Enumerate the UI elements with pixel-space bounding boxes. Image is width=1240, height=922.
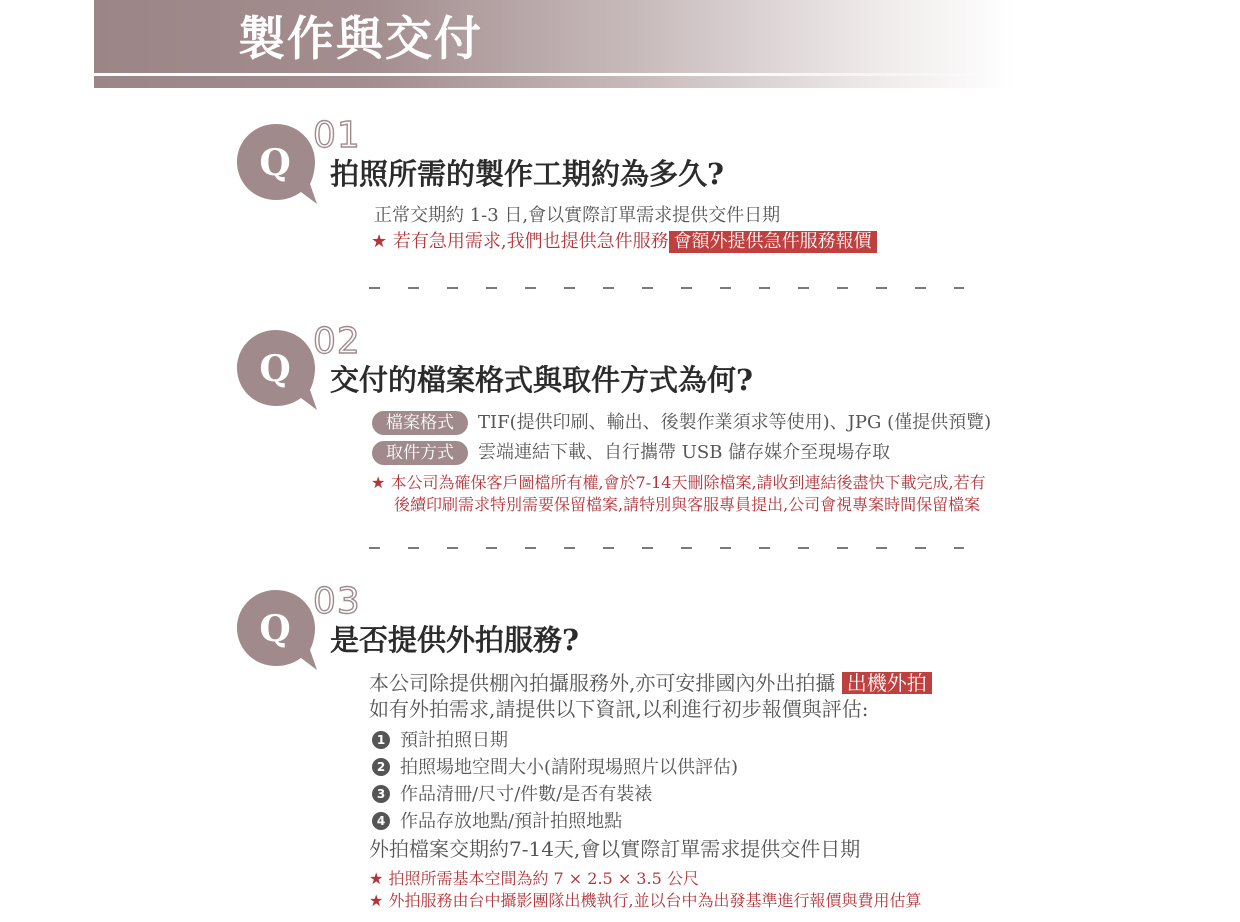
format-label-pill: 檔案格式 [372,411,468,435]
star-icon: ★ [369,869,384,888]
list-item [372,728,508,754]
header-underline [94,73,1014,76]
intro-line-1 [369,669,932,697]
question-title: 拍照所需的製作工期約為多久? [330,157,724,191]
format-value: TIF(提供印刷、輸出、後製作業須求等使用)、JPG (僅提供預覽) [478,412,992,433]
note-line [371,472,986,494]
dashed-divider [369,287,964,289]
format-row [372,410,991,436]
answer-line: 正常交期約 1-3 日,會以實際訂單需求提供交件日期 [374,205,781,226]
number-circle-icon: 2 [372,758,390,776]
note-text: 拍照所需基本空間為約 7 × 2.5 × 3.5 公尺 [388,869,699,888]
list-item [372,755,738,781]
note-line [369,868,699,890]
q-bubble-icon [235,122,317,206]
note-line [369,890,922,912]
list-item-text: 作品清冊/尺寸/件數/是否有裝裱 [400,784,653,805]
question-number: 02 [313,321,361,362]
intro-line-2: 如有外拍需求,請提供以下資訊,以利進行初步報價與評估: [369,697,869,721]
note-line [371,229,877,255]
note-line-2: 後續印刷需求特別需要保留檔案,請特別與客服專員提出,公司會視專案時間保留檔案 [394,495,981,514]
q-bubble-icon [235,588,317,672]
pickup-value: 雲端連結下載、自行攜帶 USB 儲存媒介至現場存取 [478,442,891,463]
page-title: 製作與交付 [238,12,483,67]
pickup-label-pill: 取件方式 [372,441,468,465]
note-text: 本公司為確保客戶圖檔所有權,會於7-14天刪除檔案,請收到連結後盡快下載完成,若有 [390,473,986,492]
question-title: 是否提供外拍服務? [330,623,579,657]
question-number: 01 [313,115,361,156]
star-icon: ★ [371,231,388,252]
number-circle-icon: 4 [372,812,390,830]
q-bubble-icon [235,328,317,412]
intro-text: 本公司除提供棚內拍攝服務外,亦可安排國內外出拍攝 [369,671,836,695]
svg-text:Q: Q [259,608,291,650]
highlight-badge: 出機外拍 [842,672,932,694]
pickup-row [372,440,890,466]
list-item-text: 預計拍照日期 [400,730,508,751]
list-item-text: 拍照場地空間大小(請附現場照片以供評估) [400,757,739,778]
svg-text:Q: Q [259,348,291,390]
note-text: 若有急用需求,我們也提供急件服務 [392,231,669,252]
dashed-divider [369,547,964,549]
number-circle-icon: 3 [372,785,390,803]
list-item [372,782,652,808]
question-number: 03 [313,581,361,622]
svg-text:Q: Q [259,142,291,184]
number-circle-icon: 1 [372,731,390,749]
star-icon: ★ [371,473,386,492]
question-title: 交付的檔案格式與取件方式為何? [330,363,753,397]
delivery-line: 外拍檔案交期約7-14天,會以實際訂單需求提供交件日期 [369,837,861,861]
header-banner [94,0,1014,88]
list-item [372,809,622,835]
list-item-text: 作品存放地點/預計拍照地點 [400,811,623,832]
note-text: 外拍服務由台中攝影團隊出機執行,並以台中為出發基準進行報價與費用估算 [388,891,922,910]
highlight-badge: 會額外提供急件服務報價 [669,231,877,253]
star-icon: ★ [369,891,384,910]
